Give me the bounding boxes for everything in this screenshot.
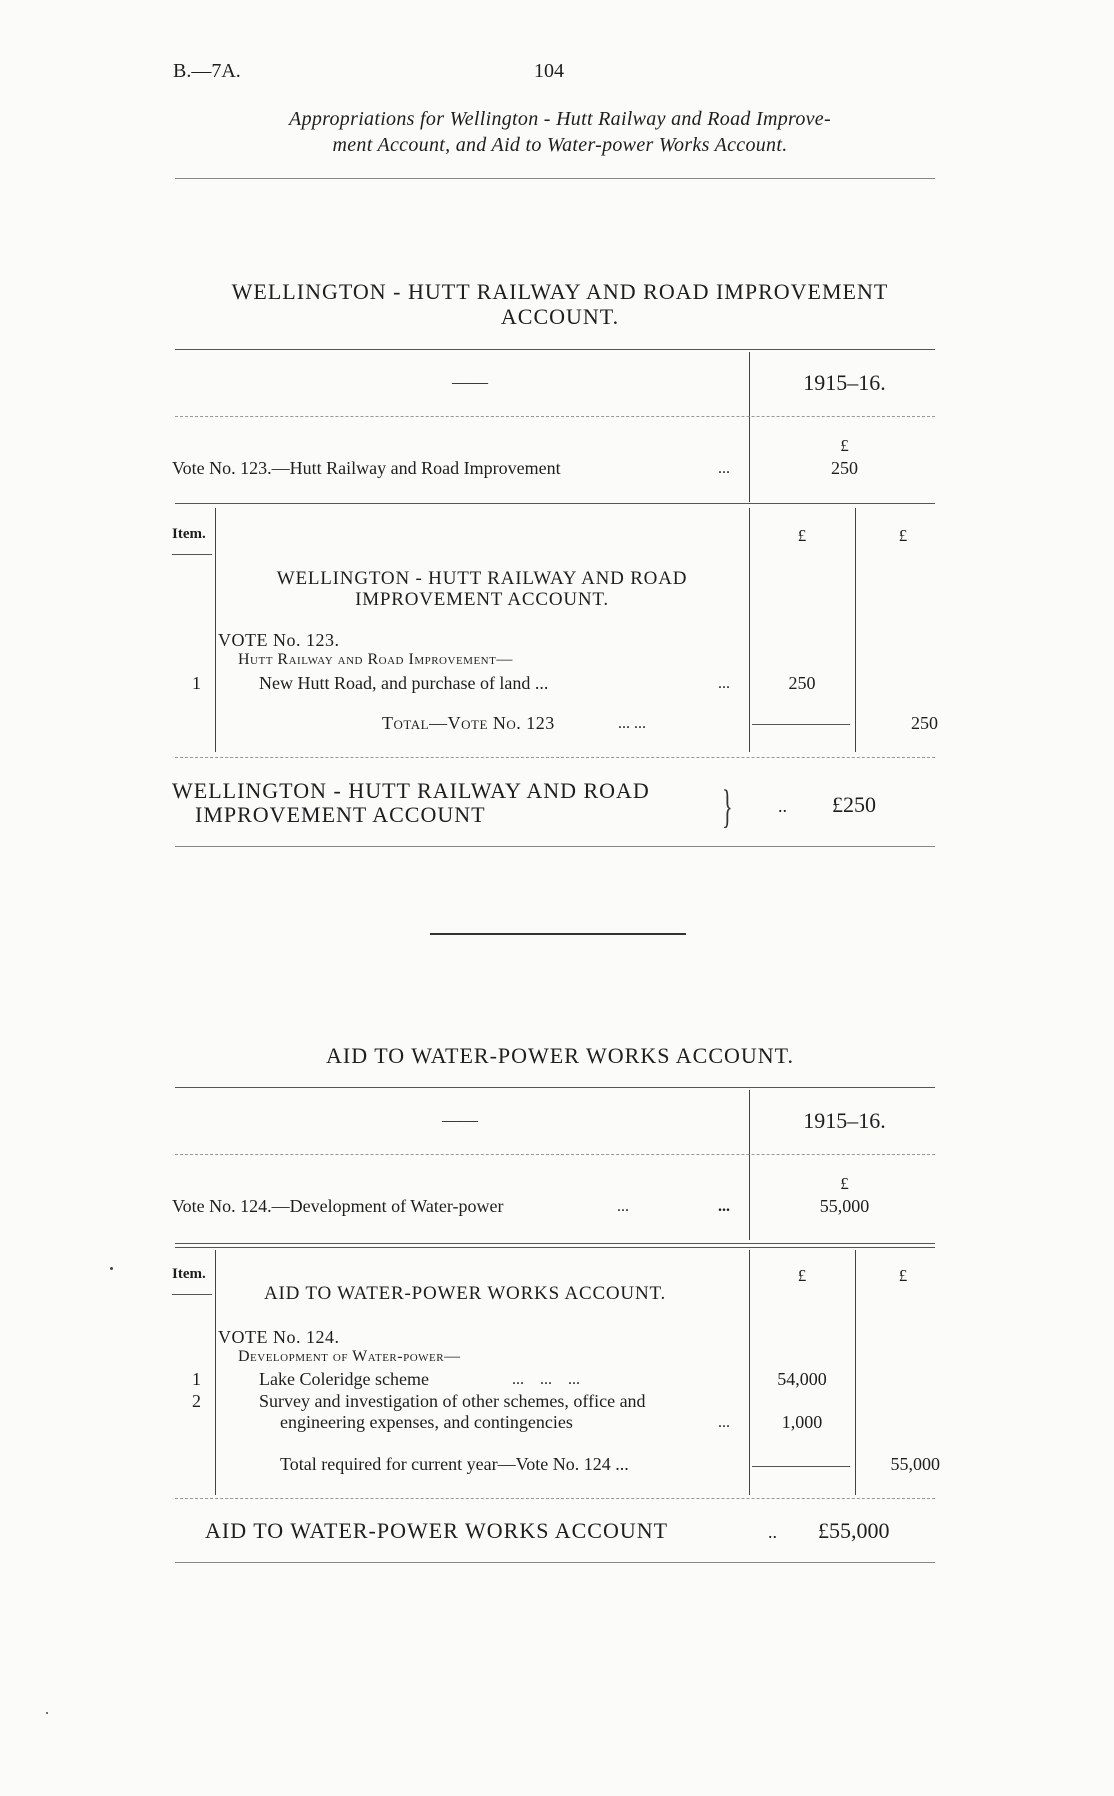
page-title-line-2: ment Account, and Aid to Water-power Works Account. — [332, 134, 788, 156]
section2-summary-top-rule — [175, 1087, 935, 1088]
section2-item-1-number: 1 — [192, 1369, 201, 1389]
section1-summary-header-rule — [175, 416, 935, 417]
section1-blank-column-header: —— — [452, 372, 488, 392]
section1-grand-total-line-1: WELLINGTON - HUTT RAILWAY AND ROAD — [172, 778, 650, 803]
section2-summary-column-divider — [749, 1090, 750, 1240]
scan-speck — [110, 1267, 113, 1270]
section2-item-2-amount: 1,000 — [781, 1412, 823, 1432]
section1-grand-total-amount: £250 — [832, 792, 876, 817]
section2-summary-currency: £ — [840, 1174, 849, 1193]
section2-year-column-header: 1915–16. — [803, 1108, 886, 1133]
section2-closing-rule — [175, 1562, 935, 1563]
section2-total-label: Total required for current year—Vote No. 124 ... — [280, 1454, 629, 1474]
title-rule — [175, 178, 935, 179]
section1-total-leader: ... ... — [618, 715, 646, 732]
section2-detail-currency-1: £ — [797, 1266, 807, 1285]
section1-total-amount: 250 — [911, 713, 938, 733]
section1-vote-amount: 250 — [831, 458, 858, 478]
section2-subhead: Development of Water-power— — [238, 1348, 461, 1365]
section1-summary-currency: £ — [840, 436, 849, 455]
section-separator — [430, 933, 686, 935]
section2-heading: AID TO WATER-POWER WORKS ACCOUNT. — [326, 1043, 794, 1068]
section2-blank-column-header: —— — [442, 1110, 478, 1130]
section1-subhead: Hutt Railway and Road Improvement— — [238, 651, 513, 668]
section2-amount-column-divider — [749, 1250, 750, 1495]
section2-item-2-number: 2 — [192, 1391, 201, 1411]
section2-grand-total-label: AID TO WATER-POWER WORKS ACCOUNT — [205, 1518, 669, 1543]
section2-total-column-divider — [855, 1250, 856, 1495]
section1-summary-top-rule — [175, 349, 935, 350]
section2-total-rule — [752, 1466, 850, 1467]
section2-vote-amount: 55,000 — [819, 1196, 870, 1216]
section1-grand-total-line-2: IMPROVEMENT ACCOUNT — [195, 802, 486, 827]
section1-detail-currency-2: £ — [898, 526, 908, 545]
section1-detail-bottom-rule — [175, 757, 935, 758]
section2-item-1-amount: 54,000 — [777, 1369, 827, 1389]
document-reference: B.—7A. — [173, 60, 241, 82]
section1-item-1-amount: 250 — [788, 673, 816, 693]
section1-grand-total-brace: } — [722, 780, 733, 833]
section2-item-header: Item. — [172, 1266, 206, 1282]
section1-closing-rule — [175, 846, 935, 847]
section1-item-1-description: New Hutt Road, and purchase of land ... — [259, 673, 549, 693]
section2-summary-bottom-rule — [175, 1243, 935, 1244]
page-title-line-1: Appropriations for Wellington - Hutt Railway and Road Improve- — [289, 108, 831, 130]
section1-heading-line-1: WELLINGTON - HUTT RAILWAY AND ROAD IMPROVEMENT — [231, 279, 889, 304]
section2-vote-leader-2: ... — [718, 1198, 730, 1215]
section1-heading-line-2: ACCOUNT. — [500, 304, 620, 329]
section2-summary-bottom-rule-2 — [175, 1247, 935, 1248]
section1-detail-currency-1: £ — [797, 526, 807, 545]
section2-account-title: AID TO WATER-POWER WORKS ACCOUNT. — [264, 1283, 667, 1304]
section2-item-2-description-line-2: engineering expenses, and contingencies — [280, 1412, 573, 1432]
section2-vote-leader-1: ... — [617, 1198, 629, 1215]
section1-total-rule — [752, 724, 850, 725]
section2-total-amount: 55,000 — [890, 1454, 940, 1474]
section1-account-title-line-1: WELLINGTON - HUTT RAILWAY AND ROAD — [276, 568, 688, 589]
section2-item-1-description: Lake Coleridge scheme — [259, 1369, 429, 1389]
section1-vote-number: VOTE No. 123. — [218, 630, 340, 650]
section1-summary-bottom-rule — [175, 503, 935, 504]
scan-speck — [46, 1712, 48, 1714]
section2-item-column-divider — [215, 1250, 216, 1495]
section2-detail-currency-2: £ — [898, 1266, 908, 1285]
section1-item-1-number: 1 — [192, 673, 201, 693]
section2-vote-number: VOTE No. 124. — [218, 1327, 340, 1347]
section2-item-2-leader: ... — [718, 1414, 730, 1431]
section1-vote-label: Vote No. 123.—Hutt Railway and Road Improvement — [172, 458, 561, 478]
section1-total-column-divider — [855, 508, 856, 752]
section1-account-title-line-2: IMPROVEMENT ACCOUNT. — [355, 589, 609, 610]
section1-year-column-header: 1915–16. — [803, 370, 886, 395]
section2-item-2-description-line-1: Survey and investigation of other schemes, office and — [259, 1391, 646, 1411]
section2-grand-total-amount: £55,000 — [818, 1518, 890, 1543]
section1-total-label: Total—Vote No. 123 — [382, 713, 555, 733]
section1-item-header-rule — [172, 554, 212, 555]
section2-item-header-rule — [172, 1294, 212, 1295]
section2-summary-header-rule — [175, 1154, 935, 1155]
section2-grand-total-leader: .. — [768, 1522, 777, 1542]
section1-item-header: Item. — [172, 526, 206, 542]
section1-amount-column-divider — [749, 508, 750, 752]
section1-summary-column-divider — [749, 352, 750, 502]
section1-vote-leader: ... — [718, 460, 730, 477]
section1-item-column-divider — [215, 508, 216, 752]
page-number: 104 — [534, 60, 564, 82]
section2-detail-bottom-rule — [175, 1498, 935, 1499]
section1-grand-total-leader: .. — [778, 796, 787, 816]
section1-item-1-leader: ... — [718, 675, 730, 692]
section2-vote-label: Vote No. 124.—Development of Water-power — [172, 1196, 504, 1216]
section2-item-1-leader: ... ... ... — [512, 1371, 580, 1388]
